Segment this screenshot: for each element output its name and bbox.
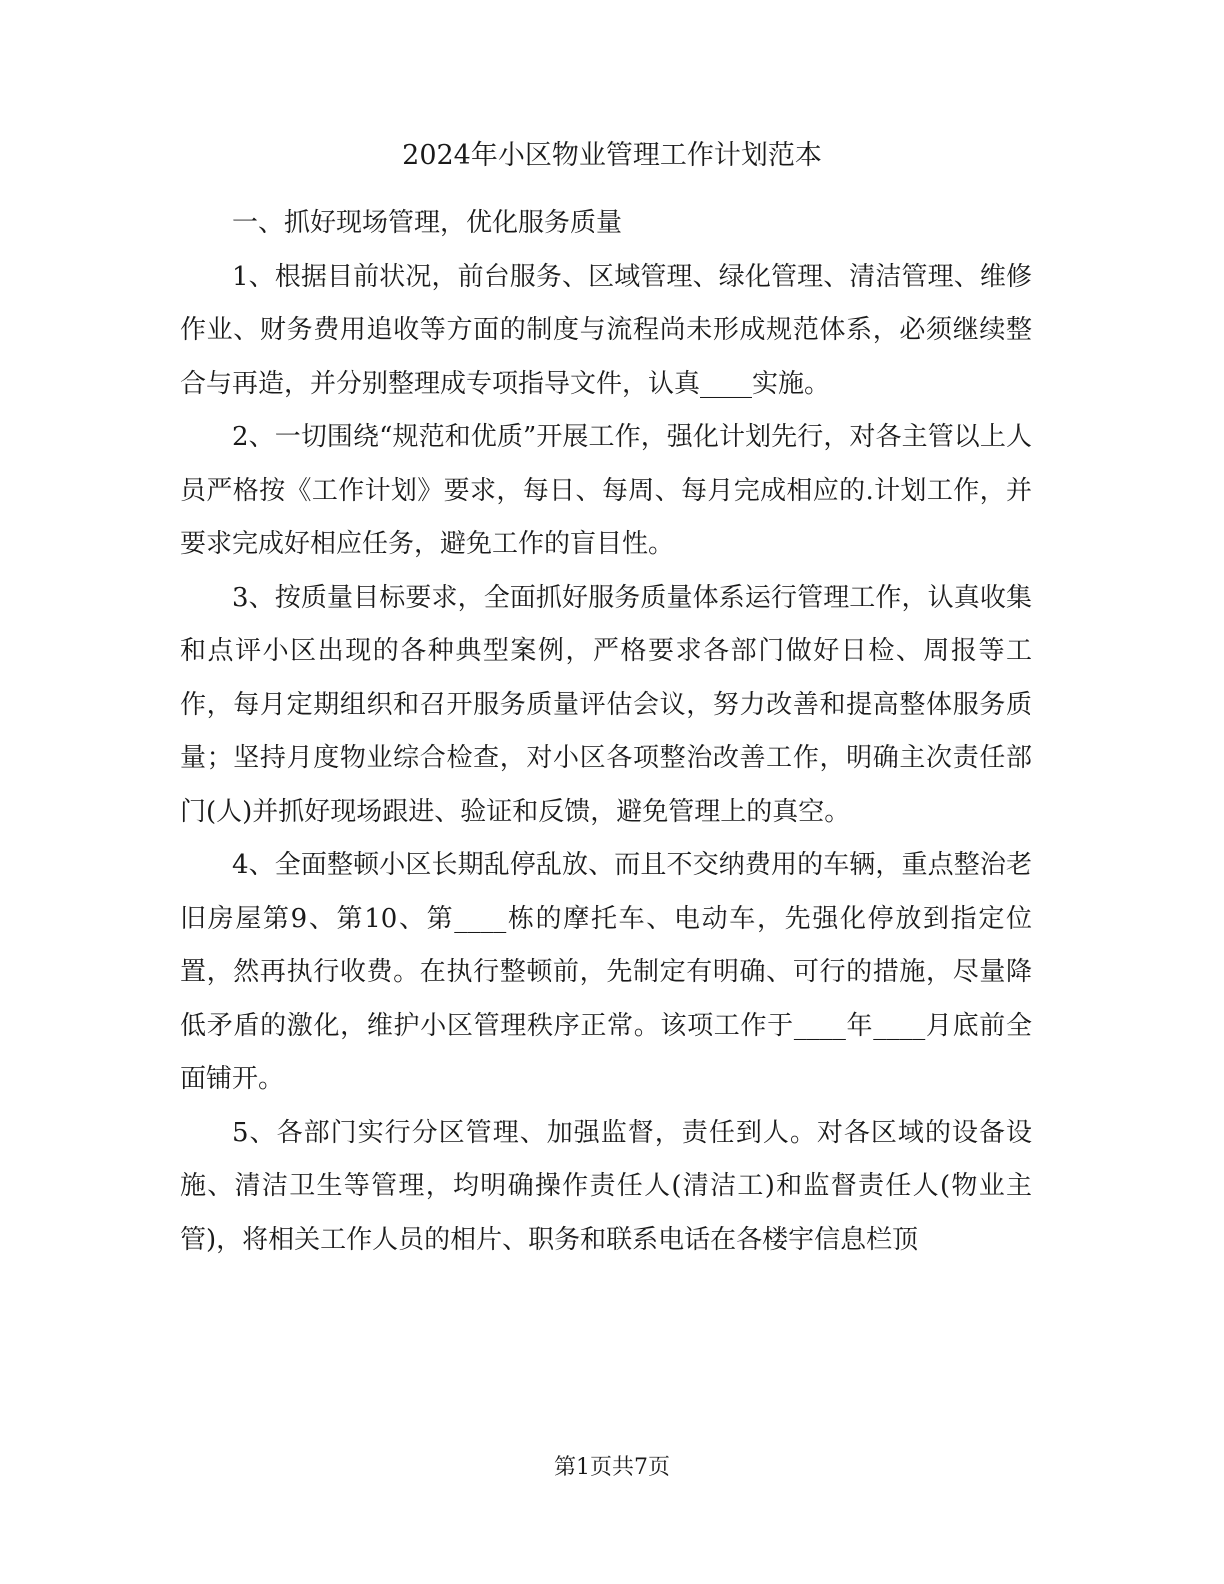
paragraph-4: 4、全面整顿小区长期乱停乱放、而且不交纳费用的车辆，重点整治老旧房屋第9、第10、第____栋的摩托车、电动车，先强化停放到指定位置，然再执行收费。在执行整顿前，先制定有明确、可行的措施，尽量降低矛盾的激化，维护小区管理秩序正常。该项工作于____年____月底前全面铺开。 [180,850,1032,1094]
paragraph-2: 2、一切围绕“规范和优质”开展工作，强化计划先行，对各主管以上人员严格按《工作计划》要求，每日、每周、每月完成相应的.计划工作，并要求完成好相应任务，避免工作的盲目性。 [180,422,1032,559]
paragraph-5: 5、各部门实行分区管理、加强监督，责任到人。对各区域的设备设施、清洁卫生等管理，均明确操作责任人(清洁工)和监督责任人(物业主管)，将相关工作人员的相片、职务和联系电话在各楼宇信息栏顶 [180,1117,1032,1255]
section-heading: 一、抓好现场管理，优化服务质量 [232,208,623,238]
document-body [180,197,1032,1267]
document-title: 2024年小区物业管理工作计划范本 [402,140,822,171]
page-footer: 第1页共7页 [554,1455,670,1480]
paragraph-1: 1、根据目前状况，前台服务、区域管理、绿化管理、清洁管理、维修作业、财务费用追收等方面的制度与流程尚未形成规范体系，必须继续整合与再造，并分别整理成专项指导文件，认真____实施。 [180,261,1032,399]
paragraph-3: 3、按质量目标要求，全面抓好服务质量体系运行管理工作，认真收集和点评小区出现的各种典型案例，严格要求各部门做好日检、周报等工作，每月定期组织和召开服务质量评估会议，努力改善和提高整体服务质量；坚持月度物业综合检查，对小区各项整治改善工作，明确主次责任部门(人)并抓好现场跟进、验证和反馈，避免管理上的真空。 [180,582,1032,827]
